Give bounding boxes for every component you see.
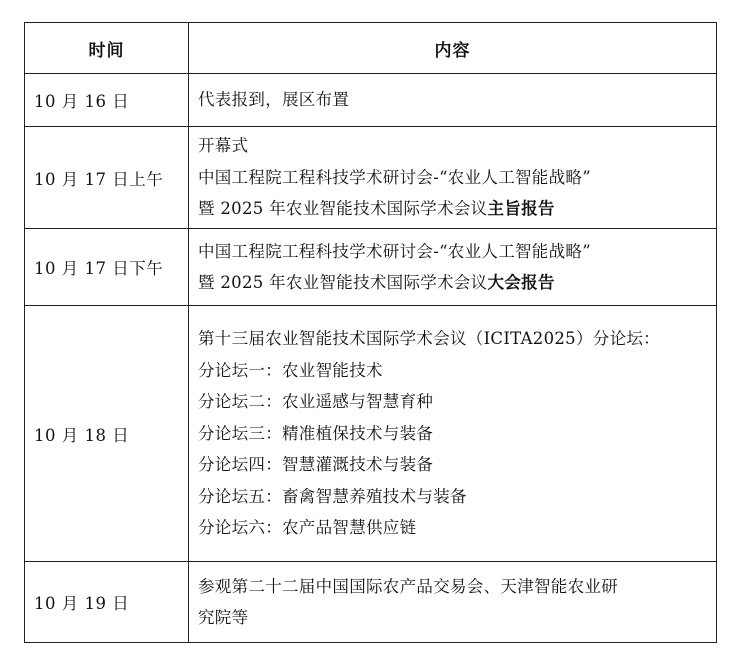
header-content: 内容 bbox=[189, 23, 717, 74]
table-header-row bbox=[25, 23, 717, 74]
table-row bbox=[25, 74, 717, 127]
row-content bbox=[189, 74, 717, 127]
emphasis-text: 主旨报告 bbox=[487, 199, 555, 219]
content-text: 暨 2025 年农业智能技术国际学术会议 bbox=[198, 199, 488, 219]
emphasis-text: 大会报告 bbox=[487, 273, 555, 292]
row-time: 10 月 18 日 bbox=[25, 306, 189, 562]
content-line: 分论坛二：农业遥感与智慧育种 bbox=[198, 392, 434, 412]
schedule-table bbox=[24, 22, 717, 643]
row-content bbox=[189, 127, 717, 229]
table-row bbox=[25, 229, 717, 306]
table-row bbox=[25, 562, 717, 643]
content-line: 中国工程院工程科技学术研讨会-“农业人工智能战略” bbox=[198, 241, 591, 261]
content-line: 分论坛六：农产品智慧供应链 bbox=[198, 518, 417, 538]
content-text: 暨 2025 年农业智能技术国际学术会议 bbox=[198, 273, 488, 292]
content-line: 究院等 bbox=[198, 608, 249, 627]
content-line: 中国工程院工程科技学术研讨会-“农业人工智能战略” bbox=[198, 167, 591, 187]
header-time: 时间 bbox=[25, 23, 189, 74]
content-line: 分论坛一：农业智能技术 bbox=[198, 360, 383, 380]
row-time: 10 月 16 日 bbox=[25, 74, 189, 127]
content-line bbox=[198, 267, 710, 299]
row-time: 10 月 17 日下午 bbox=[25, 229, 189, 306]
table-row bbox=[25, 306, 717, 562]
row-time: 10 月 19 日 bbox=[25, 562, 189, 643]
content-line bbox=[198, 193, 710, 225]
content-line: 开幕式 bbox=[198, 136, 249, 156]
content-line: 代表报到，展区布置 bbox=[198, 90, 350, 110]
table-row bbox=[25, 127, 717, 229]
content-line: 分论坛三：精准植保技术与装备 bbox=[198, 423, 434, 443]
row-content bbox=[189, 229, 717, 306]
row-content bbox=[189, 562, 717, 643]
row-time: 10 月 17 日上午 bbox=[25, 127, 189, 229]
content-line: 第十三届农业智能技术国际学术会议（ICITA2025）分论坛： bbox=[198, 329, 660, 349]
row-content bbox=[189, 306, 717, 562]
content-line: 分论坛五：畜禽智慧养殖技术与装备 bbox=[198, 486, 467, 506]
content-line: 参观第二十二届中国国际农产品交易会、天津智能农业研 bbox=[198, 576, 618, 596]
content-line: 分论坛四：智慧灌溉技术与装备 bbox=[198, 455, 434, 475]
